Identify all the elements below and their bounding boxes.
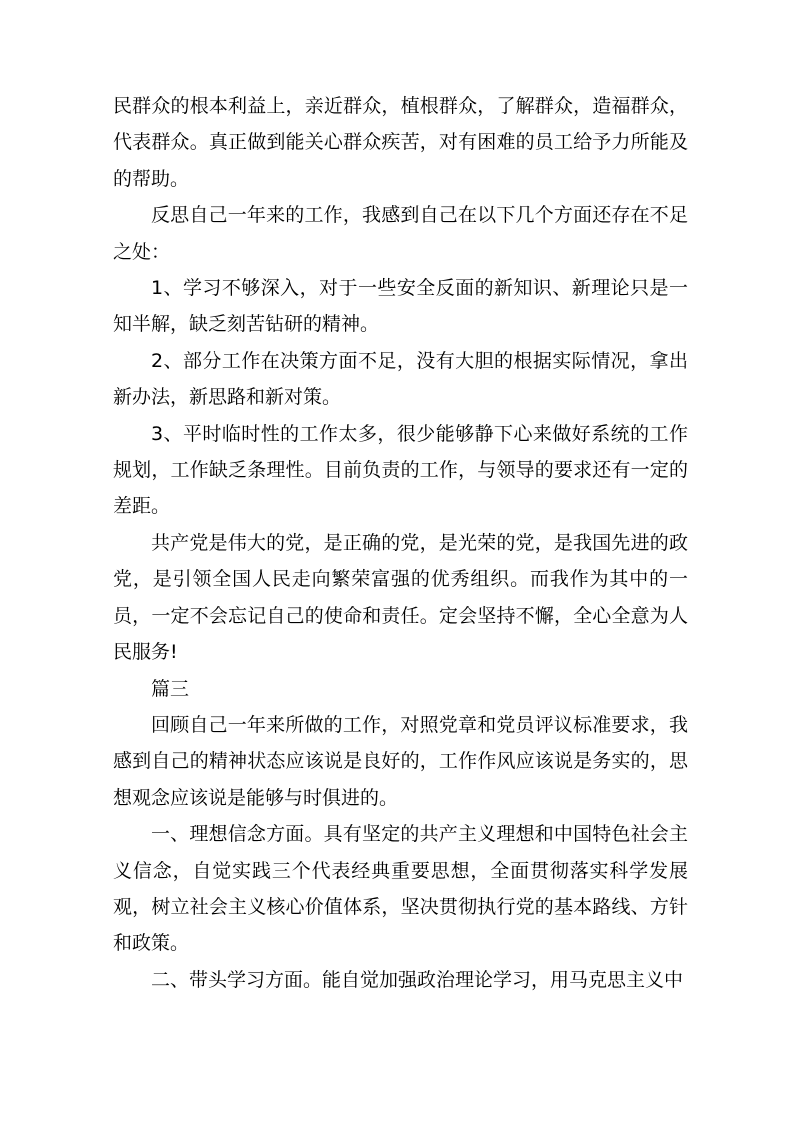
paragraph-shortcoming-3: 3、平时临时性的工作太多，很少能够静下心来做好系统的工作规划，工作缺乏条理性。目前负责的工作，与领导的要求还有一定的差距。 — [113, 422, 688, 518]
paragraph-shortcoming-2: 2、部分工作在决策方面不足，没有大胆的根据实际情况，拿出新办法，新思路和新对策。 — [113, 349, 688, 409]
paragraph-shortcoming-1: 1、学习不够深入，对于一些安全反面的新知识、新理论只是一知半解，缺乏刻苦钻研的精神。 — [113, 277, 688, 336]
paragraph-party-statement: 共产党是伟大的党，是正确的党，是光荣的党，是我国先进的政党，是引领全国人民走向繁荣富强的优秀组织。而我作为其中的一员，一定不会忘记自己的使命和责任。定会坚持不懈，全心全意为人民服务! — [113, 531, 688, 664]
paragraph-ideals-beliefs: 一、理想信念方面。具有坚定的共产主义理想和中国特色社会主义信念，自觉实践三个代表经典重要思想，全面贯彻落实科学发展观，树立社会主义核心价值体系，坚决贯彻执行党的基本路线、方针和政策。 — [113, 823, 688, 955]
paragraph-review-intro: 回顾自己一年来所做的工作，对照党章和党员评议标准要求，我感到自己的精神状态应该说是良好的，工作作风应该说是务实的，思想观念应该说是能够与时俱进的。 — [113, 713, 688, 809]
paragraph-study-lead: 二、带头学习方面。能自觉加强政治理论学习，用马克思主义中 — [151, 968, 684, 991]
section-heading: 篇三 — [151, 677, 190, 700]
paragraph-continuation: 民群众的根本利益上，亲近群众，植根群众，了解群众，造福群众，代表群众。真正做到能关心群众疾苦，对有困难的员工给予力所能及的帮助。 — [113, 95, 688, 190]
document-body — [113, 88, 688, 998]
paragraph-reflection-intro: 反思自己一年来的工作，我感到自己在以下几个方面还存在不足之处： — [113, 204, 688, 263]
